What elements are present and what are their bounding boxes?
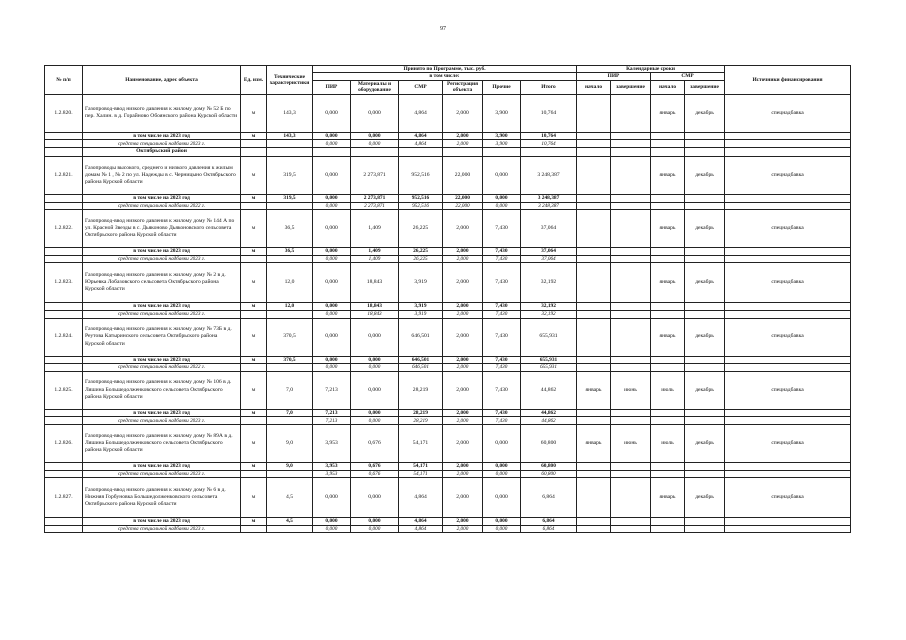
- fund-registration: 22,000: [443, 202, 483, 210]
- row-pir-start: январь: [577, 424, 611, 462]
- header-start: начало: [577, 80, 611, 94]
- row-smr: 28,219: [399, 371, 443, 409]
- fund-other: 0,000: [483, 470, 521, 478]
- subtotal-other: 7,430: [483, 409, 521, 417]
- subtotal-materials: 0,000: [351, 409, 399, 417]
- fund-other: 7,430: [483, 310, 521, 318]
- row-smr: 54,171: [399, 424, 443, 462]
- fund-other: 0,000: [483, 202, 521, 210]
- row-tech: 319,5: [267, 157, 313, 195]
- fund-total: 37,064: [521, 255, 577, 263]
- subtotal-other: 3,900: [483, 132, 521, 140]
- row-materials: 2 273,871: [351, 157, 399, 195]
- row-total: 655,931: [521, 318, 577, 356]
- row-source: спецнадбавка: [725, 371, 851, 409]
- page-number: 97: [440, 26, 446, 32]
- fund-row: [45, 140, 851, 148]
- object-name: Газопровод-ввод низкого давления к жилому дому № 144 А по ул. Красной Звезды в с. Дьяконово Дьяконовского сельсовета Октябрьского района Курской области: [83, 210, 241, 248]
- row-unit: м: [241, 263, 267, 303]
- subtotal-label: в том числе на 2023 год: [83, 462, 241, 470]
- subtotal-unit: м: [241, 462, 267, 470]
- subtotal-label: в том числе на 2023 год: [83, 303, 241, 311]
- row-pir-start: [577, 94, 611, 132]
- row-number: 1.2.820.: [45, 94, 83, 132]
- table-row: [45, 157, 851, 195]
- table-row: [45, 318, 851, 356]
- header-calendar: Календарные сроки: [577, 66, 725, 73]
- fund-total: 3 248,387: [521, 202, 577, 210]
- row-unit: м: [241, 478, 267, 518]
- subtotal-pir: 0,000: [313, 303, 351, 311]
- row-pir: 0,000: [313, 318, 351, 356]
- subtotal-materials: 0,676: [351, 462, 399, 470]
- subtotal-registration: 2,000: [443, 356, 483, 364]
- fund-registration: 2,000: [443, 364, 483, 372]
- object-name: Газопровод-ввод низкого давления к жилому дому № 2 в д. Юрьевка Лобазовского сельсовета Октябрьского района Курской области: [83, 263, 241, 303]
- fund-total: 6,864: [521, 525, 577, 533]
- subtotal-label: в том числе на 2023 год: [83, 248, 241, 256]
- row-source: спецнадбавка: [725, 478, 851, 518]
- fund-smr: 646,501: [399, 364, 443, 372]
- row-smr-start: январь: [651, 157, 685, 195]
- fund-smr: 3,919: [399, 310, 443, 318]
- row-registration: 2,000: [443, 371, 483, 409]
- subtotal-tech: 7,0: [267, 409, 313, 417]
- row-smr: 646,501: [399, 318, 443, 356]
- fund-pir: 0,000: [313, 140, 351, 148]
- row-unit: м: [241, 371, 267, 409]
- subtotal-label: в том числе на 2023 год: [83, 195, 241, 203]
- subtotal-label: в том числе на 2023 год: [83, 409, 241, 417]
- row-tech: 143,3: [267, 94, 313, 132]
- fund-pir: 0,000: [313, 310, 351, 318]
- row-smr-end: декабрь: [685, 263, 725, 303]
- row-smr: 26,225: [399, 210, 443, 248]
- row-smr-end: декабрь: [685, 318, 725, 356]
- subtotal-smr: 952,516: [399, 195, 443, 203]
- subtotal-smr: 3,919: [399, 303, 443, 311]
- fund-row: [45, 255, 851, 263]
- subtotal-total: 44,862: [521, 409, 577, 417]
- row-number: 1.2.823.: [45, 263, 83, 303]
- row-smr-end: декабрь: [685, 94, 725, 132]
- table-header: [45, 66, 851, 95]
- row-unit: м: [241, 424, 267, 462]
- subtotal-registration: 2,000: [443, 518, 483, 526]
- row-unit: м: [241, 210, 267, 248]
- fund-materials: 0,000: [351, 140, 399, 148]
- section-title: Октябрьский район: [83, 148, 241, 157]
- fund-pir: 0,000: [313, 202, 351, 210]
- row-pir-start: [577, 157, 611, 195]
- object-name: Газопровод-ввод низкого давления к жилому дому № 89А в д. Ляшина Большедолженковского сельсовета Октябрьского района Курской области: [83, 424, 241, 462]
- fund-row: [45, 417, 851, 425]
- row-pir-end: [611, 263, 651, 303]
- row-smr-start: январь: [651, 263, 685, 303]
- row-number: 1.2.827.: [45, 478, 83, 518]
- fund-registration: 2,000: [443, 525, 483, 533]
- subtotal-row: [45, 195, 851, 203]
- row-smr-end: декабрь: [685, 371, 725, 409]
- fund-row: [45, 525, 851, 533]
- header-registration: Регистрация объекта: [443, 80, 483, 94]
- subtotal-label: в том числе на 2023 год: [83, 132, 241, 140]
- row-smr: 4,864: [399, 94, 443, 132]
- fund-pir: 0,000: [313, 255, 351, 263]
- row-number: 1.2.821.: [45, 157, 83, 195]
- fund-total: 655,931: [521, 364, 577, 372]
- header-end: завершение: [611, 80, 651, 94]
- header-other: Прочие: [483, 80, 521, 94]
- subtotal-row: [45, 303, 851, 311]
- row-smr-start: январь: [651, 318, 685, 356]
- subtotal-total: 655,931: [521, 356, 577, 364]
- fund-registration: 2,000: [443, 255, 483, 263]
- header-smr: СМР: [399, 80, 443, 94]
- subtotal-row: [45, 462, 851, 470]
- row-other: 0,000: [483, 157, 521, 195]
- fund-registration: 2,000: [443, 140, 483, 148]
- row-pir: 0,000: [313, 94, 351, 132]
- row-smr-start: июль: [651, 371, 685, 409]
- subtotal-total: 10,764: [521, 132, 577, 140]
- subtotal-total: 60,800: [521, 462, 577, 470]
- fund-pir: 7,213: [313, 417, 351, 425]
- subtotal-pir: 0,000: [313, 248, 351, 256]
- subtotal-total: 6,864: [521, 518, 577, 526]
- row-pir-start: [577, 210, 611, 248]
- fund-smr: 28,219: [399, 417, 443, 425]
- row-pir: 0,000: [313, 263, 351, 303]
- subtotal-smr: 54,171: [399, 462, 443, 470]
- row-pir-end: [611, 478, 651, 518]
- header-cal-pir: ПИР: [577, 73, 651, 80]
- subtotal-pir: 0,000: [313, 132, 351, 140]
- table-row: [45, 424, 851, 462]
- header-end2: завершение: [685, 80, 725, 94]
- subtotal-unit: м: [241, 356, 267, 364]
- fund-row: [45, 364, 851, 372]
- header-pir: ПИР: [313, 80, 351, 94]
- row-source: спецнадбавка: [725, 424, 851, 462]
- header-total: Итого: [521, 80, 577, 94]
- row-registration: 2,000: [443, 210, 483, 248]
- subtotal-tech: 143,3: [267, 132, 313, 140]
- subtotal-registration: 2,000: [443, 132, 483, 140]
- subtotal-pir: 7,213: [313, 409, 351, 417]
- subtotal-pir: 0,000: [313, 518, 351, 526]
- program-table: [44, 65, 851, 533]
- header-materials: Материалы и оборудование: [351, 80, 399, 94]
- subtotal-total: 32,192: [521, 303, 577, 311]
- header-tech: Технические характеристики: [267, 66, 313, 95]
- header-start2: начало: [651, 80, 685, 94]
- fund-smr: 54,171: [399, 470, 443, 478]
- header-name: Наименование, адрес объекта: [83, 66, 241, 95]
- header-accepted: Принято по Программе, тыс. руб.: [313, 66, 577, 73]
- row-total: 32,192: [521, 263, 577, 303]
- row-total: 6,864: [521, 478, 577, 518]
- row-total: 10,764: [521, 94, 577, 132]
- row-pir-start: [577, 478, 611, 518]
- row-number: 1.2.822.: [45, 210, 83, 248]
- row-source: спецнадбавка: [725, 94, 851, 132]
- row-materials: 1,409: [351, 210, 399, 248]
- fund-materials: 1,409: [351, 255, 399, 263]
- fund-row: [45, 310, 851, 318]
- subtotal-unit: м: [241, 195, 267, 203]
- subtotal-smr: 4,864: [399, 518, 443, 526]
- subtotal-materials: 2 273,871: [351, 195, 399, 203]
- row-unit: м: [241, 94, 267, 132]
- row-registration: 2,000: [443, 424, 483, 462]
- subtotal-row: [45, 356, 851, 364]
- row-materials: 0,676: [351, 424, 399, 462]
- subtotal-label: в том числе на 2023 год: [83, 356, 241, 364]
- header-cal-smr: СМР: [651, 73, 725, 80]
- fund-materials: 0,000: [351, 417, 399, 425]
- fund-label: средства специальной надбавки 2023 г.: [83, 140, 241, 148]
- header-source: Источники финансирования: [725, 66, 851, 95]
- row-registration: 2,000: [443, 318, 483, 356]
- row-total: 37,064: [521, 210, 577, 248]
- row-materials: 0,000: [351, 94, 399, 132]
- row-tech: 4,5: [267, 478, 313, 518]
- subtotal-other: 0,000: [483, 195, 521, 203]
- row-source: спецнадбавка: [725, 210, 851, 248]
- subtotal-unit: м: [241, 303, 267, 311]
- row-number: 1.2.826.: [45, 424, 83, 462]
- subtotal-materials: 0,000: [351, 132, 399, 140]
- row-other: 7,430: [483, 318, 521, 356]
- fund-pir: 0,000: [313, 364, 351, 372]
- row-source: спецнадбавка: [725, 318, 851, 356]
- header-num: № п/п: [45, 66, 83, 95]
- row-other: 7,430: [483, 263, 521, 303]
- row-pir: 0,000: [313, 478, 351, 518]
- table-row: [45, 210, 851, 248]
- fund-label: средства специальной надбавки 2023 г.: [83, 255, 241, 263]
- subtotal-row: [45, 132, 851, 140]
- section-row: [45, 148, 851, 157]
- row-pir-end: [611, 210, 651, 248]
- table-row: [45, 263, 851, 303]
- row-pir-end: [611, 94, 651, 132]
- subtotal-registration: 22,000: [443, 195, 483, 203]
- row-registration: 2,000: [443, 94, 483, 132]
- row-smr-end: декабрь: [685, 157, 725, 195]
- row-smr-start: январь: [651, 478, 685, 518]
- subtotal-smr: 4,864: [399, 132, 443, 140]
- row-other: 7,430: [483, 371, 521, 409]
- row-materials: 0,000: [351, 371, 399, 409]
- subtotal-row: [45, 248, 851, 256]
- row-registration: 22,000: [443, 157, 483, 195]
- fund-pir: 0,000: [313, 525, 351, 533]
- fund-materials: 0,000: [351, 525, 399, 533]
- row-unit: м: [241, 318, 267, 356]
- table-row: [45, 371, 851, 409]
- fund-row: [45, 202, 851, 210]
- row-other: 3,900: [483, 94, 521, 132]
- fund-materials: 0,000: [351, 364, 399, 372]
- fund-smr: 4,864: [399, 140, 443, 148]
- header-incl: в том числе:: [313, 73, 577, 80]
- subtotal-other: 0,000: [483, 518, 521, 526]
- fund-other: 7,430: [483, 255, 521, 263]
- subtotal-unit: м: [241, 409, 267, 417]
- row-pir: 0,000: [313, 157, 351, 195]
- subtotal-tech: 9,0: [267, 462, 313, 470]
- fund-label: средства специальной надбавки 2023 г.: [83, 525, 241, 533]
- row-pir: 3,953: [313, 424, 351, 462]
- subtotal-other: 0,000: [483, 462, 521, 470]
- fund-other: 7,430: [483, 417, 521, 425]
- row-smr-start: июль: [651, 424, 685, 462]
- fund-materials: 18,843: [351, 310, 399, 318]
- fund-smr: 952,516: [399, 202, 443, 210]
- fund-label: средства специальной надбавки 2022 г.: [83, 202, 241, 210]
- row-other: 0,000: [483, 478, 521, 518]
- fund-label: средства специальной надбавки 2023 г.: [83, 417, 241, 425]
- row-number: 1.2.824.: [45, 318, 83, 356]
- subtotal-unit: м: [241, 132, 267, 140]
- row-materials: 18,843: [351, 263, 399, 303]
- row-source: спецнадбавка: [725, 263, 851, 303]
- row-unit: м: [241, 157, 267, 195]
- subtotal-registration: 2,000: [443, 462, 483, 470]
- subtotal-smr: 26,225: [399, 248, 443, 256]
- subtotal-total: 37,064: [521, 248, 577, 256]
- row-total: 44,862: [521, 371, 577, 409]
- row-materials: 0,000: [351, 318, 399, 356]
- subtotal-tech: 370,5: [267, 356, 313, 364]
- table-row: [45, 94, 851, 132]
- subtotal-row: [45, 409, 851, 417]
- row-tech: 9,0: [267, 424, 313, 462]
- row-smr-end: декабрь: [685, 478, 725, 518]
- subtotal-other: 7,430: [483, 303, 521, 311]
- row-materials: 0,000: [351, 478, 399, 518]
- row-registration: 2,000: [443, 263, 483, 303]
- subtotal-label: в том числе на 2023 год: [83, 518, 241, 526]
- row-tech: 12,0: [267, 263, 313, 303]
- subtotal-total: 3 248,387: [521, 195, 577, 203]
- subtotal-registration: 2,000: [443, 303, 483, 311]
- row-smr-start: январь: [651, 94, 685, 132]
- row-pir: 7,213: [313, 371, 351, 409]
- subtotal-tech: 12,0: [267, 303, 313, 311]
- subtotal-unit: м: [241, 248, 267, 256]
- header-unit: Ед. изм.: [241, 66, 267, 95]
- fund-label: средства специальной надбавки 2023 г.: [83, 470, 241, 478]
- row-tech: 7,0: [267, 371, 313, 409]
- row-total: 60,800: [521, 424, 577, 462]
- row-pir-end: июнь: [611, 424, 651, 462]
- fund-label: средства специальной надбавки 2022 г.: [83, 364, 241, 372]
- subtotal-materials: 18,843: [351, 303, 399, 311]
- row-pir-start: [577, 318, 611, 356]
- fund-materials: 0,676: [351, 470, 399, 478]
- object-name: Газопровод-ввод низкого давления к жилому дому № 106 в д. Ляшина Большедолженковского сельсовета Октябрьского района Курской области: [83, 371, 241, 409]
- fund-total: 60,800: [521, 470, 577, 478]
- subtotal-materials: 1,409: [351, 248, 399, 256]
- table-body: [45, 94, 851, 533]
- subtotal-registration: 2,000: [443, 409, 483, 417]
- fund-total: 10,764: [521, 140, 577, 148]
- row-number: 1.2.825.: [45, 371, 83, 409]
- row-pir: 0,000: [313, 210, 351, 248]
- object-name: Газопровод-ввод низкого давления к жилому дому № 52 Б по пер. Халин. в д. Горайново Обоянского района Курской области: [83, 94, 241, 132]
- fund-total: 32,192: [521, 310, 577, 318]
- row-smr-start: январь: [651, 210, 685, 248]
- subtotal-pir: 0,000: [313, 356, 351, 364]
- fund-other: 0,000: [483, 525, 521, 533]
- row-source: спецнадбавка: [725, 157, 851, 195]
- object-name: Газопровод-ввод низкого давления к жилому дому № 73Б в д. Реутова Катыринского сельсовета Октябрьского района Курской области: [83, 318, 241, 356]
- subtotal-smr: 28,219: [399, 409, 443, 417]
- fund-materials: 2 273,871: [351, 202, 399, 210]
- fund-other: 7,430: [483, 364, 521, 372]
- row-total: 3 248,387: [521, 157, 577, 195]
- fund-total: 44,862: [521, 417, 577, 425]
- row-tech: 36,5: [267, 210, 313, 248]
- row-tech: 370,5: [267, 318, 313, 356]
- row-smr: 952,516: [399, 157, 443, 195]
- subtotal-tech: 4,5: [267, 518, 313, 526]
- subtotal-registration: 2,000: [443, 248, 483, 256]
- row-smr-end: декабрь: [685, 210, 725, 248]
- row-smr: 3,919: [399, 263, 443, 303]
- row-smr-end: декабрь: [685, 424, 725, 462]
- object-name: Газопроводы высокого, среднего и низкого давления к жилым домам № 1 , № 2 по ул. Надежды в с. Черницыно Октябрьского района Курской области: [83, 157, 241, 195]
- subtotal-materials: 0,000: [351, 356, 399, 364]
- subtotal-other: 7,430: [483, 248, 521, 256]
- fund-registration: 2,000: [443, 470, 483, 478]
- subtotal-row: [45, 518, 851, 526]
- row-pir-start: январь: [577, 371, 611, 409]
- fund-pir: 3,953: [313, 470, 351, 478]
- subtotal-pir: 0,000: [313, 195, 351, 203]
- subtotal-tech: 36,5: [267, 248, 313, 256]
- subtotal-pir: 3,953: [313, 462, 351, 470]
- subtotal-unit: м: [241, 518, 267, 526]
- fund-label: средства специальной надбавки 2023 г.: [83, 310, 241, 318]
- subtotal-materials: 0,000: [351, 518, 399, 526]
- row-registration: 2,000: [443, 478, 483, 518]
- row-pir-start: [577, 263, 611, 303]
- table-row: [45, 478, 851, 518]
- object-name: Газопровод-ввод низкого давления к жилому дому № 6 в д. Нижняя Горбуновка Большедолженковского сельсовета Октябрьского района Курской области: [83, 478, 241, 518]
- row-pir-end: июнь: [611, 371, 651, 409]
- fund-smr: 4,864: [399, 525, 443, 533]
- subtotal-tech: 319,5: [267, 195, 313, 203]
- fund-other: 3,900: [483, 140, 521, 148]
- fund-registration: 2,000: [443, 310, 483, 318]
- fund-row: [45, 470, 851, 478]
- row-other: 0,000: [483, 424, 521, 462]
- subtotal-other: 7,430: [483, 356, 521, 364]
- row-pir-end: [611, 318, 651, 356]
- subtotal-smr: 646,501: [399, 356, 443, 364]
- row-other: 7,430: [483, 210, 521, 248]
- fund-smr: 26,225: [399, 255, 443, 263]
- fund-registration: 2,000: [443, 417, 483, 425]
- row-pir-end: [611, 157, 651, 195]
- row-smr: 4,864: [399, 478, 443, 518]
